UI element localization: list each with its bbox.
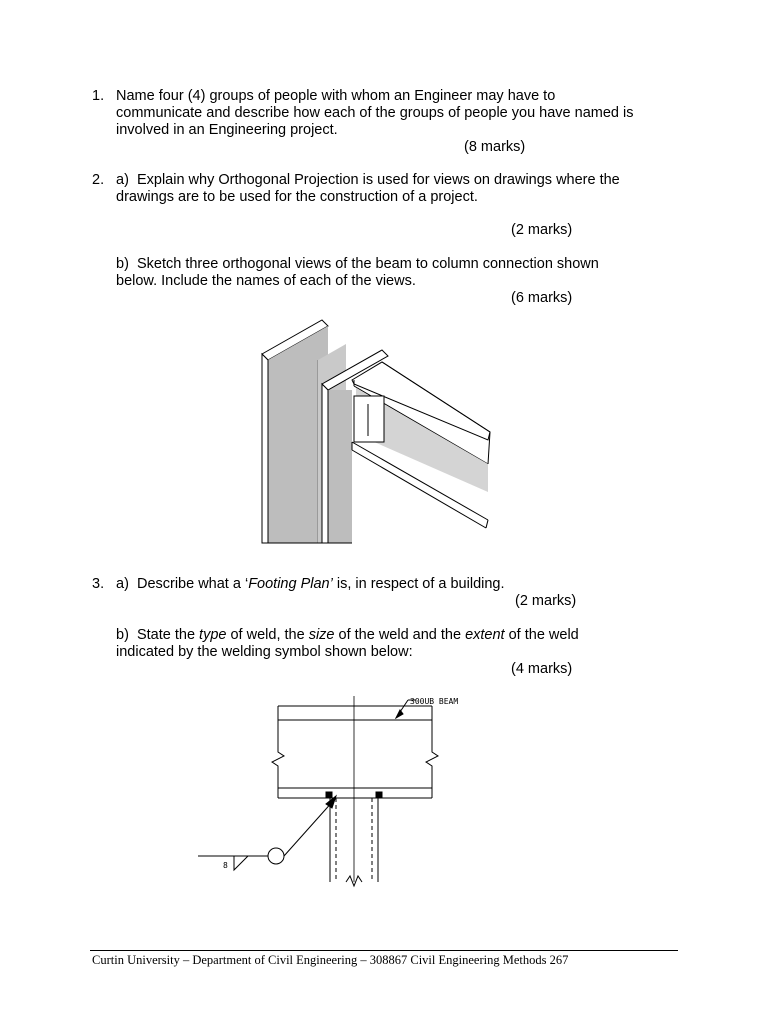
question-number: 1. xyxy=(92,88,105,104)
question-line xyxy=(116,576,696,593)
question-2b xyxy=(116,256,676,306)
question-text xyxy=(116,88,696,139)
question-3b xyxy=(116,627,676,677)
page-footer: Curtin University – Department of Civil Engineering – 308867 Civil Engineering Methods 267 xyxy=(92,953,569,967)
part-label: a) xyxy=(116,576,129,592)
part-label: b) xyxy=(116,627,129,643)
beam-size-label: 300UB BEAM xyxy=(410,697,459,706)
beam-column-isometric-figure xyxy=(256,314,496,544)
question-line-text: is, in respect of a building. xyxy=(332,576,505,592)
question-line: Name four (4) groups of people with whom an Engineer may have to xyxy=(116,88,556,104)
question-line: drawings are to be used for the construction of a project. xyxy=(116,189,478,205)
italic-term: type xyxy=(199,627,227,643)
part-label: b) xyxy=(116,256,129,272)
marks-label: (6 marks) xyxy=(511,290,573,306)
question-line: below. Include the names of each of the views. xyxy=(116,273,416,289)
part-label: a) xyxy=(116,172,129,188)
italic-term: size xyxy=(308,627,335,643)
marks-label: (8 marks) xyxy=(464,139,526,155)
question-number: 3. xyxy=(92,576,105,592)
question-line xyxy=(116,627,676,644)
marks-label: (2 marks) xyxy=(515,593,577,609)
question-line-text: Explain why Orthogonal Projection is used for views on drawings where the xyxy=(136,172,620,188)
marks-label: (4 marks) xyxy=(511,661,573,677)
marks-label: (2 marks) xyxy=(511,222,573,238)
question-line xyxy=(116,172,696,189)
question-text xyxy=(116,576,696,593)
question-number: 2. xyxy=(92,172,105,188)
italic-term: Footing Plan’ xyxy=(248,576,333,592)
question-line-text: of the weld xyxy=(504,627,579,643)
question-text xyxy=(116,172,696,206)
footer-rule xyxy=(90,950,678,951)
question-line: indicated by the welding symbol shown below: xyxy=(116,644,413,660)
weld-size-label: 8 xyxy=(223,861,228,870)
weld-symbol-figure xyxy=(196,690,486,890)
question-line: involved in an Engineering project. xyxy=(116,122,338,138)
question-line-text: Describe what a ‘ xyxy=(136,576,249,592)
italic-term: extent xyxy=(465,627,505,643)
question-line: communicate and describe how each of the groups of people you have named is xyxy=(116,105,634,121)
question-line-text: of weld, the xyxy=(226,627,309,643)
question-line xyxy=(116,256,676,273)
question-line-text: of the weld and the xyxy=(334,627,466,643)
question-line-text: Sketch three orthogonal views of the beam to column connection shown xyxy=(136,256,599,272)
question-line-text: State the xyxy=(136,627,200,643)
